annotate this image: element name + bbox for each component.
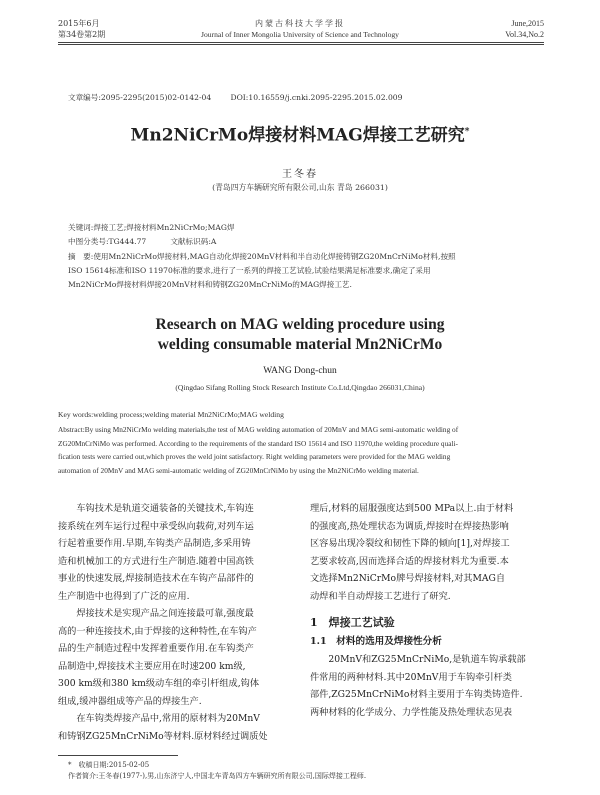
body-line: 和铸钢ZG25MnCrNiMo等材料.原材料经过调质处	[58, 730, 268, 742]
author-cn: 王冬春	[282, 169, 318, 180]
body-line: 动焊和半自动焊接工艺进行了研究.	[310, 590, 451, 602]
body-line: 高的一种连接技术,由于焊接的这种特性,在车钩产	[58, 625, 257, 637]
abstract-cn-line: 摘 要:使用Mn2NiCrMo焊接材料,MAG自动化焊接20MnV材料和半自动化焊接铸钢ZG20MnCrNiMo材料,按照	[68, 252, 456, 261]
body-line: 20MnV和ZG25MnCrNiMo,是轨道车钩承载部	[310, 654, 526, 665]
header-volume-en: Vol.34,No.2	[505, 30, 544, 39]
body-line: 区容易出现冷裂纹和韧性下降的倾向[1],对焊接工	[310, 538, 510, 549]
body-line: 艺要求较高,因而选择合适的焊接材料尤为重要.本	[310, 555, 509, 567]
header-left	[58, 18, 105, 40]
title-cn-text: Mn2NiCrMo焊接材料MAG焊接工艺研究	[130, 125, 465, 146]
body-line: 在车钩类焊接产品中,常用的原材料为20MnV	[58, 713, 260, 724]
body-line: 事业的快速发展,焊接制造技术在车钩产品部件的	[58, 573, 254, 584]
classification: 中图分类号:TG444.77 文献标识码:A	[68, 237, 217, 246]
article-meta: 文章编号:2095-2295(2015)02-0142-04 DOI:10.16559/j.cnki.2095-2295.2015.02.009	[68, 93, 403, 102]
keywords-en: Key words:welding process;welding material Mn2NiCrMo;MAG welding	[58, 410, 284, 419]
abstract-en-line: fication tests were carried out,which proves the weld joint satisfactory. Right welding parameters were provided for the MAG welding	[58, 452, 451, 461]
body-right-column	[310, 500, 550, 721]
body-line: 300 km级和380 km级动车组的牵引杆组成,钩体	[58, 678, 260, 689]
footnote-author-bio: 作者简介:王冬春(1977-),男,山东济宁人,中国北车青岛四方车辆研究所有限公司,国际焊接工程师.	[68, 772, 367, 780]
abstract-cn-line: ISO 15614标准和ISO 11970标准的要求,进行了一系列的焊接工艺试验,试验结果满足标准要求,确定了采用	[68, 266, 431, 275]
title-en	[0, 315, 600, 355]
author-en: WANG Dong-chun	[263, 366, 337, 376]
header-right	[505, 18, 544, 40]
body-line: 焊接技术是实现产品之间连接最可靠,强度最	[58, 608, 254, 619]
section-heading: 1 焊接工艺试验	[310, 616, 395, 629]
header-center	[150, 18, 450, 40]
body-line: 车钩技术是轨道交通装备的关键技术,车钩连	[58, 503, 254, 514]
body-line: 两种材料的化学成分、力学性能及热处理状态见表	[310, 706, 513, 718]
affiliation-en: (Qingdao Sifang Rolling Stock Research Institute Co.Ltd,Qingdao 266031,China)	[175, 383, 425, 392]
body-left-column	[58, 500, 298, 745]
body-line: 造和机械加工的方式进行生产制造.随着中国高铁	[58, 555, 254, 567]
body-line: 文选择Mn2NiCrMo牌号焊接材料,对其MAG自	[310, 573, 506, 584]
body-line: 部件,ZG25MnCrNiMo材料主要用于车钩类铸造件.	[310, 689, 523, 700]
header-rule-2	[58, 44, 544, 45]
journal-name-cn: 内蒙古科技大学学报	[255, 19, 345, 28]
abstract-en	[58, 423, 548, 477]
body-line: 接系统在列车运行过程中承受纵向载荷,对列车运	[58, 520, 254, 532]
header-date-en: June,2015	[511, 19, 544, 28]
abstract-cn-line: Mn2NiCrMo焊接材料焊接20MnV材料和铸钢ZG20MnCrNiMo的MAG焊接工艺.	[68, 280, 352, 289]
journal-name-en: Journal of Inner Mongolia University of Science and Technology	[201, 30, 399, 39]
body-line: 行起着重要作用.早期,车钩类产品制造,多采用铸	[58, 538, 251, 549]
body-line: 件常用的两种材料.其中20MnV用于车钩牵引杆类	[310, 671, 512, 683]
abstract-en-line: Abstract:By using Mn2NiCrMo welding materials,the test of MAG welding automation of 20MnV and MAG semi-automatic welding of	[58, 425, 459, 434]
body-line: 生产制造中也得到了广泛的应用.	[58, 590, 190, 602]
header-date: 2015年6月	[58, 19, 100, 28]
subsection-heading: 1.1 材料的选用及焊接性分析	[310, 636, 442, 647]
body-line: 组成,缓冲器组成等产品的焊接生产.	[58, 695, 202, 707]
footnote	[68, 760, 366, 782]
body-line: 品的生产制造过程中发挥着重要作用.在车钩类产	[58, 643, 254, 654]
affiliation-cn: (青岛四方车辆研究所有限公司,山东 青岛 266031)	[212, 183, 388, 192]
title-cn	[0, 120, 600, 148]
body-line: 理后,材料的屈服强度达到500 MPa以上.由于材料	[310, 503, 514, 514]
body-line: 的强度高,热处理状态为调质,焊接时在焊接热影响	[310, 520, 509, 532]
title-en-line-2: welding consumable material Mn2NiCrMo	[157, 336, 443, 353]
title-en-line-1: Research on MAG welding procedure using	[155, 316, 445, 333]
footnote-received: * 收稿日期:2015-02-05	[68, 761, 150, 769]
keywords-cn: 关键词:焊接工艺;焊接材料Mn2NiCrMo;MAG焊	[68, 223, 235, 232]
title-footnote-mark: *	[464, 127, 470, 137]
body-line: 品制造中,焊接技术主要应用在时速200 km级,	[58, 660, 246, 672]
footnote-rule	[58, 755, 178, 756]
header-volume: 第34卷第2期	[58, 30, 106, 39]
abstract-en-line: automation of 20MnV and MAG semi-automatic welding of ZG20MnCrNiMo by using the Mn2NiCrMo welding material.	[58, 465, 419, 475]
abstract-en-line: ZG20MnCrNiMo was performed. According to the requirements of the standard ISO 15614 and ISO 11970,the welding procedure quali-	[58, 438, 458, 448]
header-rule	[58, 42, 544, 43]
abstract-cn	[68, 250, 548, 292]
